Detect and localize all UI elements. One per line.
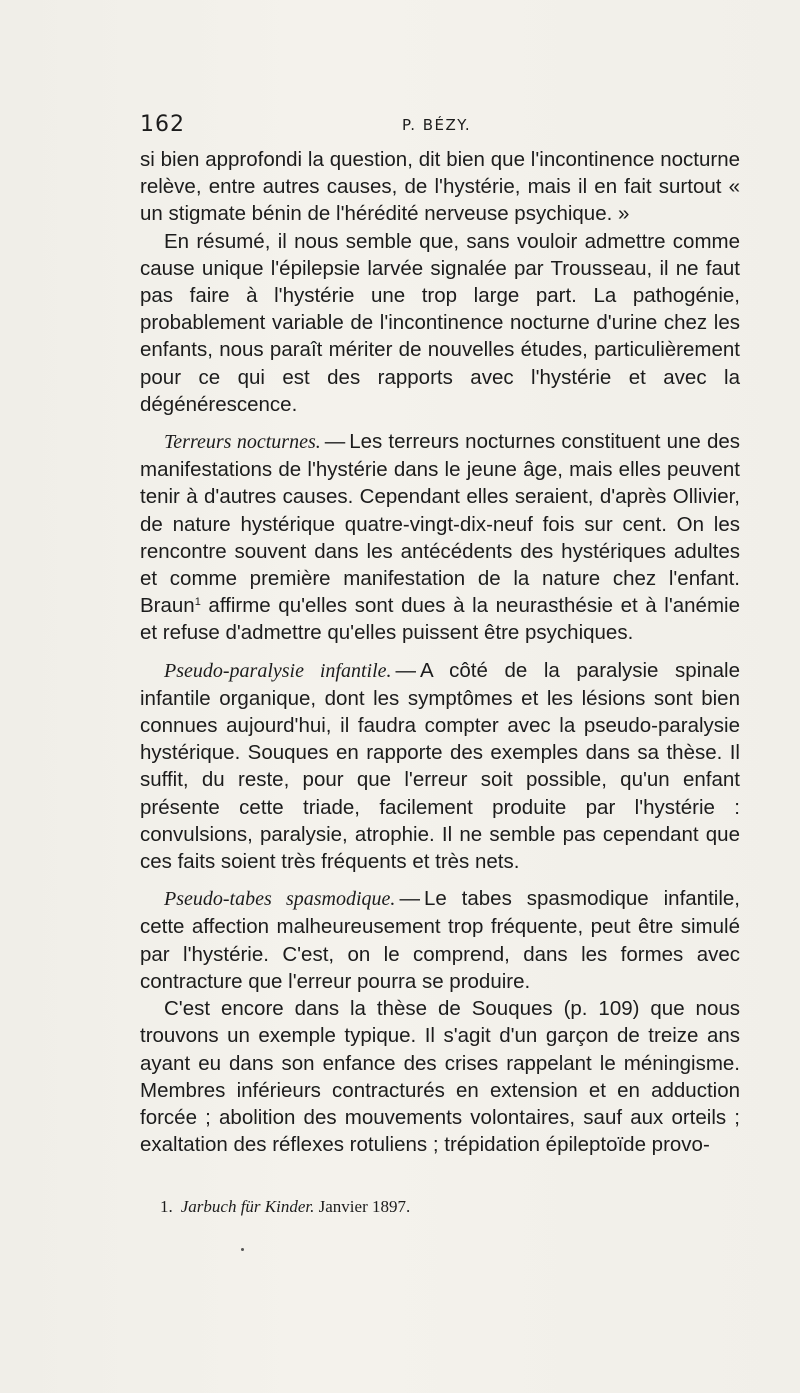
- section-heading-pseudo-tabes: Pseudo-tabes spasmodique.: [164, 888, 396, 911]
- running-head: P. BÉZY.: [402, 116, 472, 134]
- paragraph-pseudo-tabes: [140, 885, 740, 995]
- body-text: [140, 146, 740, 1158]
- footnote-source-title: Jarbuch für Kinder.: [180, 1197, 315, 1216]
- em-dash: —: [399, 887, 420, 911]
- page-header: [140, 112, 740, 142]
- paragraph-continued: si bien approfondi la question, dit bien que l'incontinence nocturne relève, entre autres causes, de l'hystérie, mais il en fait surtout « un stigmate bénin de l'hérédité nerveuse psychique. »: [140, 148, 740, 226]
- section-heading-night-terrors: Terreurs nocturnes.: [164, 431, 321, 454]
- paragraph-pseudo-paralysis: [140, 657, 740, 876]
- paragraph-night-terrors: [140, 428, 740, 647]
- em-dash: —: [324, 430, 346, 454]
- paragraph-summary: En résumé, il nous semble que, sans vouloir admettre comme cause unique l'épilepsie larvée signalée par Trousseau, il ne faut pas faire à l'hystérie une trop large part. La pathogénie, probablement variable de l'incontinence nocturne d'urine chez les enfants, nous paraît mériter de nouvelles études, particulièrement pour ce qui est des rapports avec l'hystérie et avec la dégénérescence.: [140, 229, 740, 416]
- footnote-marker: 1: [194, 596, 201, 609]
- page-number: 162: [140, 112, 185, 137]
- night-terrors-text-a: Les terreurs nocturnes constituent une des manifestations de l'hystérie dans le jeune âge, mais elles peuvent tenir à d'autres causes. Cependant elles seraient, d'après Ollivier, de nature hystérique quatre-vingt-dix-neuf fois sur cent. On les rencontre souvent dans les antécédents des hystériques adultes et comme première manifestation de la nature chez l'enfant. Braun: [140, 430, 741, 618]
- night-terrors-text-b: affirme qu'elles sont dues à la neurasthésie et à l'anémie et refuse d'admettre qu'elles puissent être psychiques.: [140, 594, 740, 645]
- pseudo-tabes-text: Le tabes spasmodique infantile, cette affection malheureusement trop fréquente, peut être simulé par l'hystérie. C'est, on le comprend, dans les formes avec contracture que l'erreur pourra se produire.: [140, 887, 740, 993]
- pseudo-paralysis-text: A côté de la paralysie spinale infantile organique, dont les symptômes et les lésions sont bien connues aujourd'hui, il faudra compter avec la pseudo-paralysie hystérique. Souques en rapporte des exemples dans sa thèse. Il suffit, du reste, pour que l'erreur soit possible, qu'un enfant présente cette triade, facilement produite par l'hystérie : convulsions, paralysie, atrophie. Il ne semble pas cependant que ces faits soient très fréquents et très nets.: [140, 658, 741, 874]
- footnote-date: Janvier 1897.: [318, 1197, 411, 1216]
- footnote-number: 1.: [160, 1197, 173, 1216]
- paper-speck: [241, 1248, 244, 1251]
- paragraph-souques-example: C'est encore dans la thèse de Souques (p. 109) que nous trouvons un exemple typique. Il s'agit d'un garçon de treize ans ayant eu dans son enfance des crises rappelant le méningisme. Membres inférieurs contracturés en extension et en adduction forcée ; abolition des mouvements volontaires, sauf aux orteils ; exaltation des réflexes rotuliens ; trépidation épileptoïde provo-: [140, 997, 740, 1157]
- footnote: [160, 1197, 740, 1217]
- section-heading-pseudo-paralysis: Pseudo-paralysie infantile.: [164, 659, 392, 682]
- em-dash: —: [395, 658, 417, 682]
